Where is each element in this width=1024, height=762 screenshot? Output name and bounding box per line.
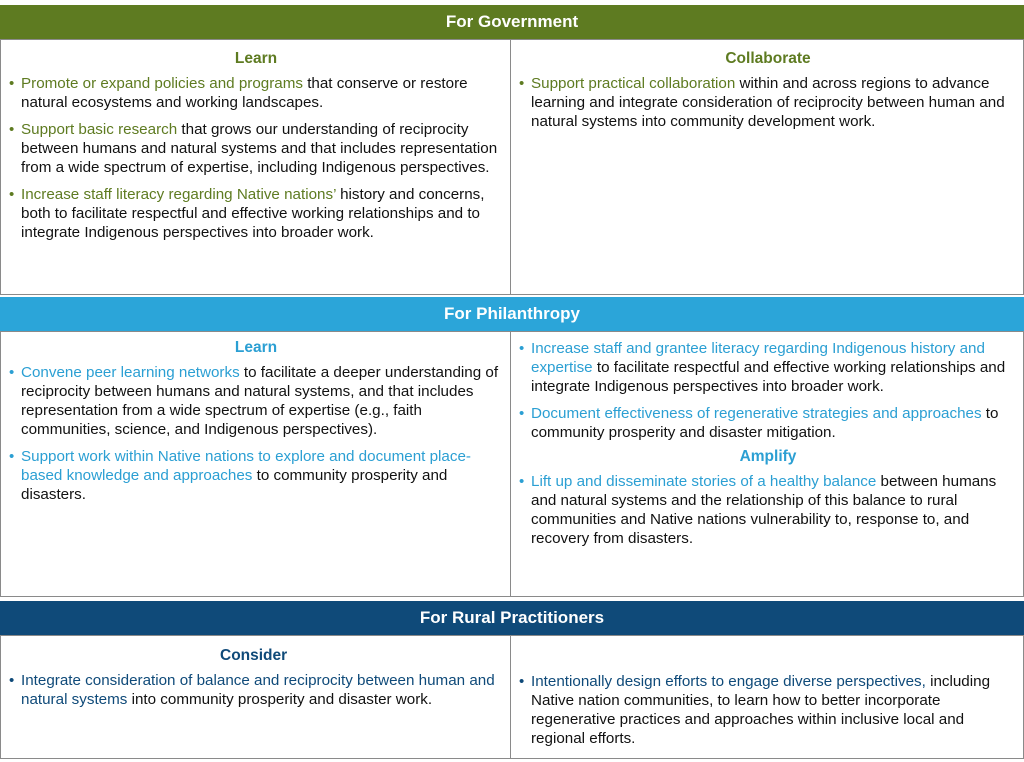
government-collaborate-column [518, 50, 1018, 139]
bullet-dot-icon: • [519, 75, 525, 92]
philanthropy-right-list [518, 339, 1018, 442]
bullet-highlight-text: Support practical collaboration [531, 75, 736, 92]
rural-consider-column [8, 647, 504, 717]
rural-consider-heading: Consider [220, 647, 288, 664]
bullet-dot-icon: • [9, 672, 15, 689]
philanthropy-learn-column [8, 339, 504, 512]
bullet-item [518, 472, 1018, 548]
bullet-dot-icon: • [519, 405, 525, 422]
bullet-body-text: including Native nation communities, to learn how to better incorporate regenerative practices and approaches within inclusive local and regional efforts. [531, 673, 991, 747]
bullet-dot-icon: • [9, 121, 15, 138]
bullet-item [8, 671, 504, 709]
philanthropy-divider [510, 331, 511, 597]
philanthropy-right-column [518, 339, 1018, 556]
bullet-body-text: to facilitate respectful and effective working relationships and integrate Indigenous perspectives into broader work. [531, 359, 1006, 395]
bullet-dot-icon: • [519, 473, 525, 490]
government-title: For Government [445, 12, 579, 31]
rural-title: For Rural Practitioners [419, 608, 605, 627]
rural-right-list [518, 672, 1018, 748]
bullet-dot-icon: • [9, 186, 15, 203]
bullet-dot-icon: • [519, 673, 525, 690]
bullet-highlight-text: Increase staff literacy regarding Native nations’ [21, 186, 336, 203]
bullet-highlight-text: Intentionally design efforts to engage diverse perspectives, [531, 673, 926, 690]
philanthropy-learn-heading: Learn [234, 339, 278, 356]
bullet-highlight-text: Lift up and disseminate stories of a healthy balance [531, 473, 877, 490]
bullet-body-text: that grows our understanding of reciprocity between humans and natural systems and that includes representation from a wide spectrum of expertise, including Indigenous perspectives. [21, 121, 498, 176]
government-collaborate-list [518, 74, 1018, 131]
bullet-item [518, 672, 1018, 748]
bullet-highlight-text: Increase staff and grantee literacy regarding Indigenous history and expertise [531, 340, 985, 376]
bullet-item [518, 339, 1018, 396]
government-learn-heading: Learn [234, 50, 278, 67]
government-learn-column [8, 50, 504, 250]
government-learn-list [8, 74, 504, 242]
bullet-highlight-text: Support work within Native nations to explore and document place-based knowledge and approaches [21, 448, 471, 484]
bullet-dot-icon: • [9, 75, 15, 92]
philanthropy-learn-list [8, 363, 504, 504]
bullet-item [8, 185, 504, 242]
bullet-highlight-text: Integrate consideration of balance and reciprocity between human and natural systems [21, 672, 495, 708]
bullet-body-text: to community prosperity and disasters. [21, 467, 448, 503]
bullet-body-text: to facilitate a deeper understanding of reciprocity between humans and natural systems, and that includes representation from a wide spectrum of expertise (e.g., faith communities, science, and Indigenous perspectives). [21, 364, 499, 438]
philanthropy-title: For Philanthropy [444, 304, 580, 323]
government-collaborate-heading: Collaborate [725, 50, 811, 67]
bullet-item [8, 447, 504, 504]
bullet-item [8, 120, 504, 177]
bullet-body-text: into community prosperity and disaster work. [127, 691, 433, 708]
government-header [0, 5, 1024, 39]
bullet-highlight-text: Document effectiveness of regenerative strategies and approaches [531, 405, 982, 422]
bullet-highlight-text: Support basic research [21, 121, 178, 138]
philanthropy-amplify-list [518, 472, 1018, 548]
bullet-dot-icon: • [9, 448, 15, 465]
bullet-body-text: that conserve or restore natural ecosystems and working landscapes. [21, 75, 468, 111]
philanthropy-amplify-heading: Amplify [739, 448, 797, 465]
bullet-body-text: between humans and natural systems and the relationship of this balance to rural communities and Native nations vulnerability to, response to, and recovery from disasters. [531, 473, 997, 547]
rural-right-column [518, 672, 1018, 756]
bullet-dot-icon: • [519, 340, 525, 357]
bullet-item [8, 363, 504, 439]
bullet-body-text: to community prosperity and disaster mitigation. [531, 405, 999, 441]
rural-consider-list [8, 671, 504, 709]
rural-divider [510, 635, 511, 759]
bullet-item [8, 74, 504, 112]
bullet-highlight-text: Promote or expand policies and programs [21, 75, 303, 92]
government-divider [510, 39, 511, 295]
bullet-body-text: within and across regions to advance learning and integrate consideration of reciprocity between human and natural systems into community development work. [531, 75, 1005, 130]
philanthropy-header [0, 297, 1024, 331]
bullet-body-text: history and concerns, both to facilitate respectful and effective working relationships and to integrate Indigenous perspectives into broader work. [21, 186, 485, 241]
bullet-item [518, 74, 1018, 131]
rural-header [0, 601, 1024, 635]
bullet-highlight-text: Convene peer learning networks [21, 364, 240, 381]
bullet-dot-icon: • [9, 364, 15, 381]
bullet-item [518, 404, 1018, 442]
